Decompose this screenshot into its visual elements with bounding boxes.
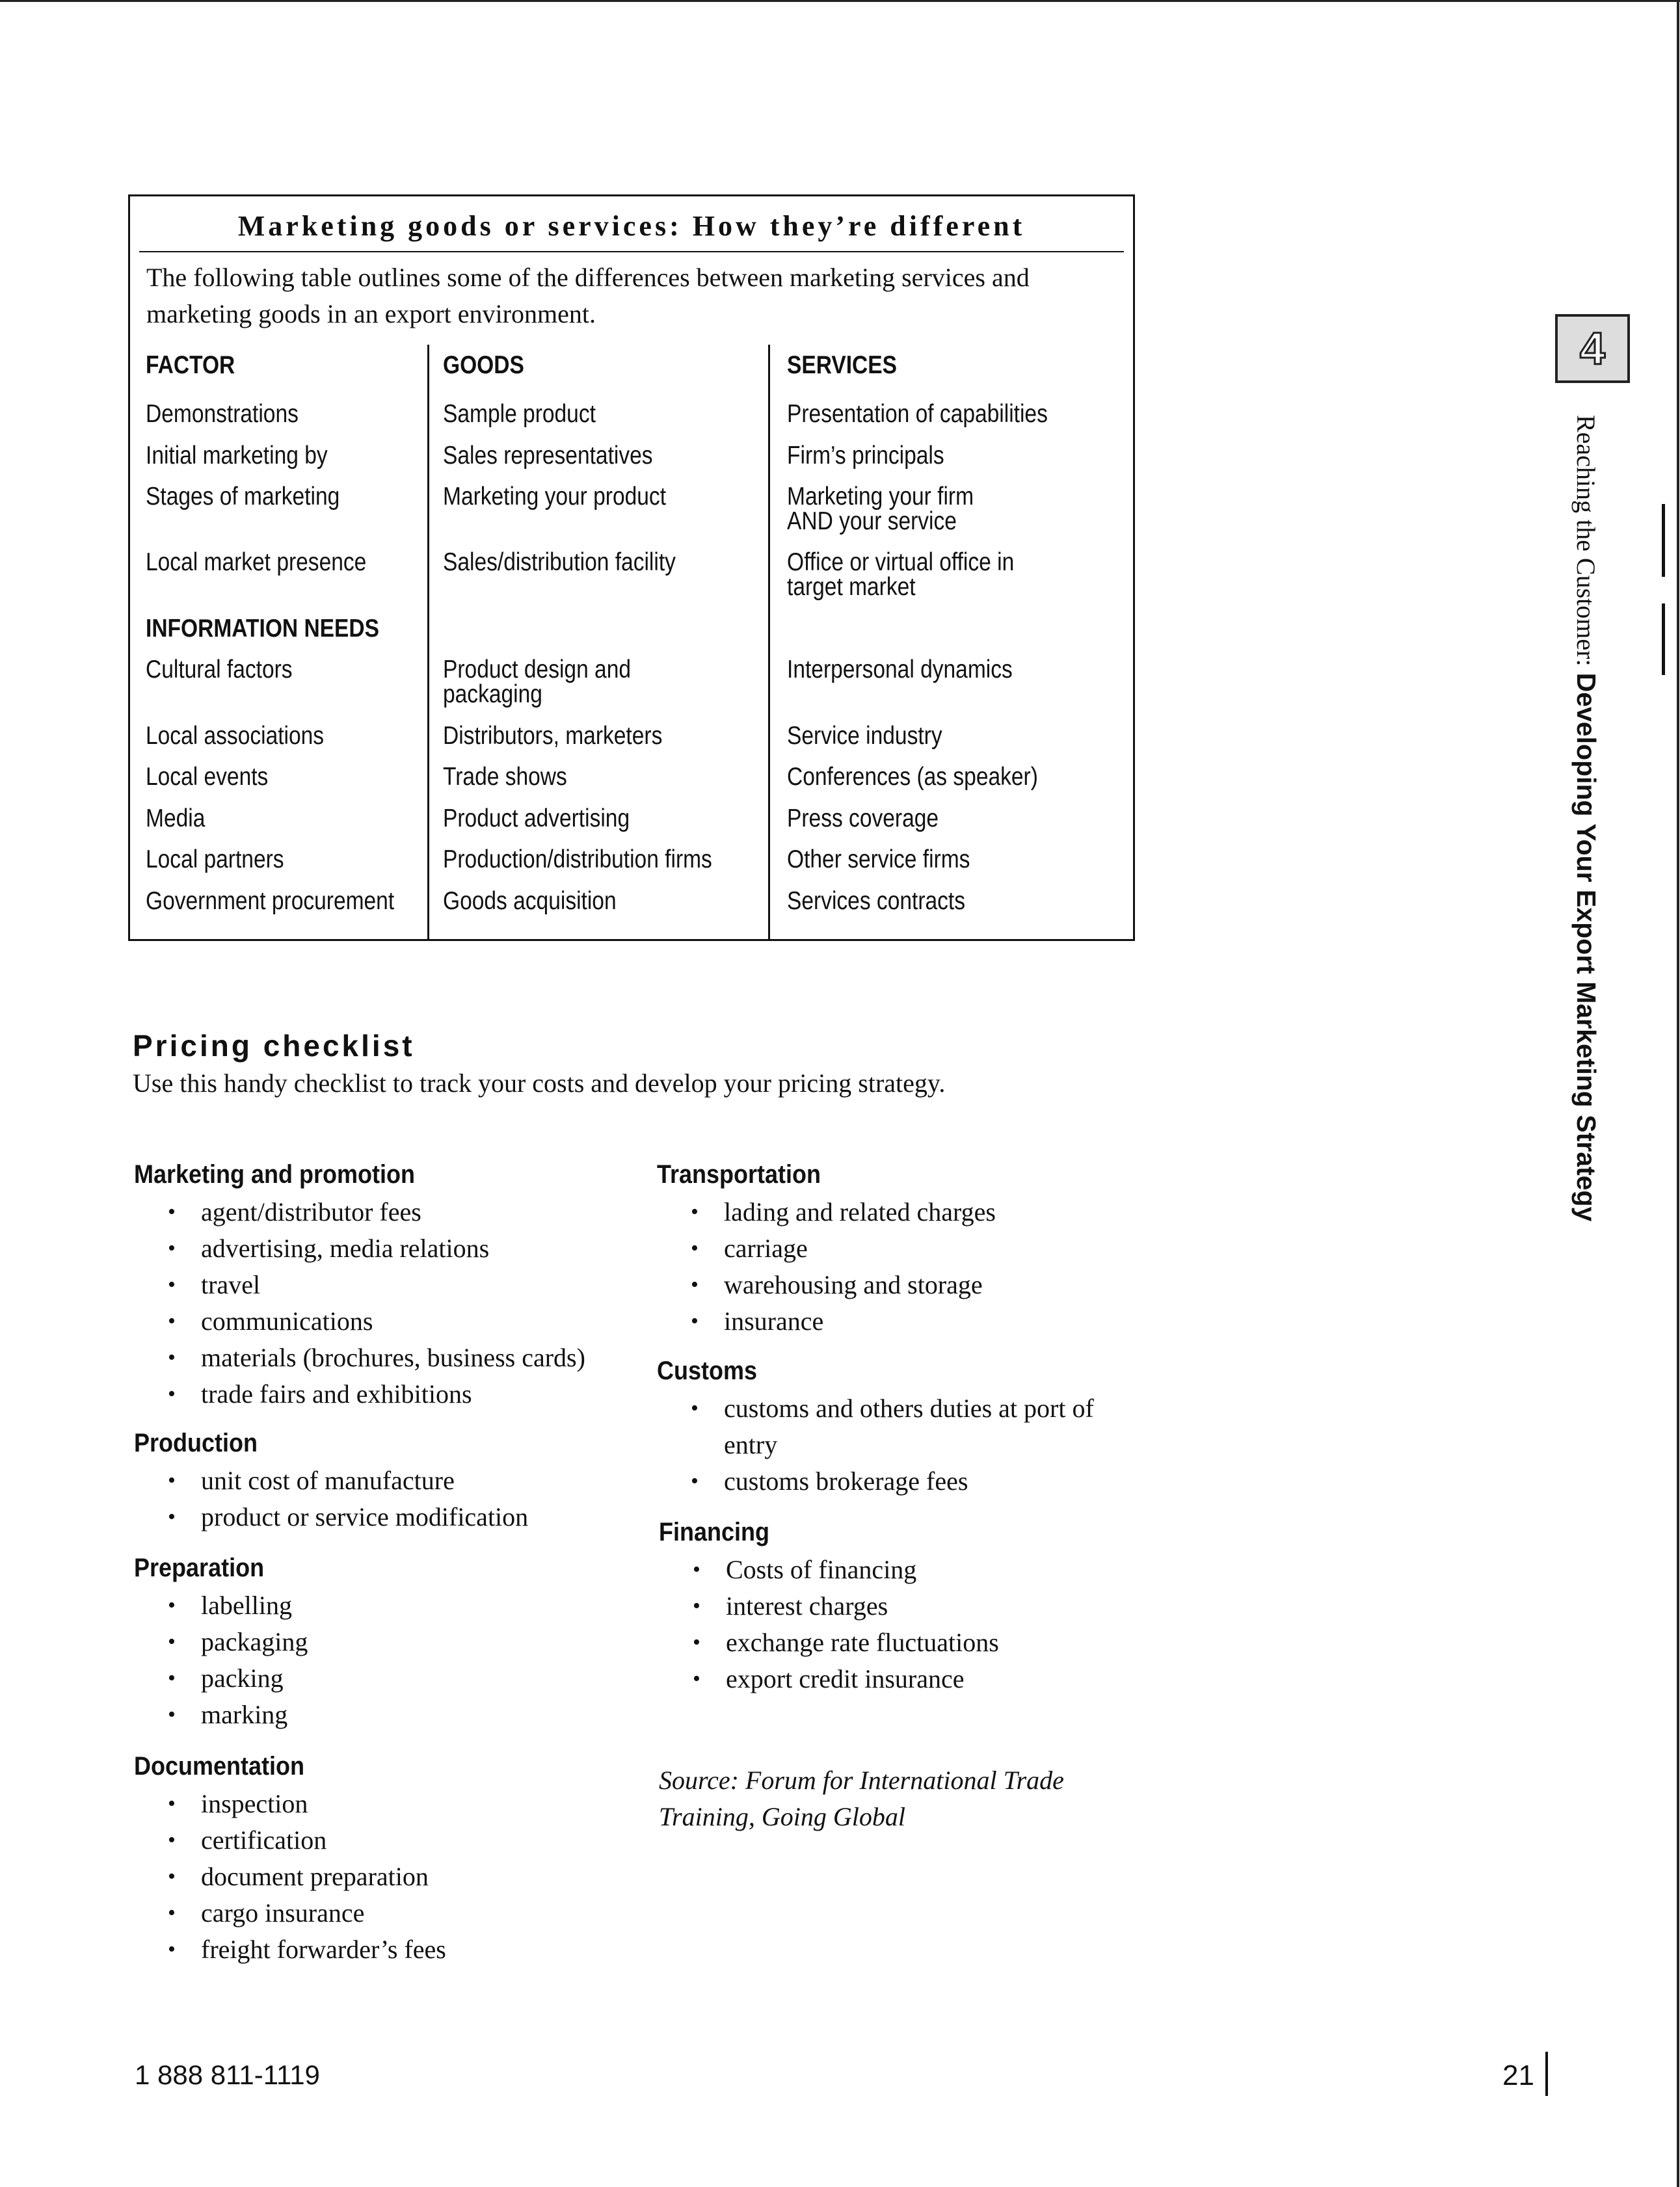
pricing-intro: Use this handy checklist to track your costs and develop your pricing strategy. xyxy=(133,1068,946,1098)
running-header-title: Developing Your Export Marketing Strategy xyxy=(1571,672,1601,1222)
services-cell: Marketing your firm xyxy=(787,483,974,510)
factor-cell: Local partners xyxy=(146,845,284,873)
list-item: • document preparation xyxy=(134,1859,446,1895)
list-item: • communications xyxy=(134,1303,585,1340)
running-header xyxy=(1571,415,1601,1221)
checklist-section xyxy=(657,1354,1127,1500)
factor-cell: Government procurement xyxy=(146,887,395,915)
header-factor: FACTOR xyxy=(146,351,235,379)
services-cell: Service industry xyxy=(787,722,942,750)
header-goods: GOODS xyxy=(443,351,524,379)
source-citation: Source: Forum for International Trade Training, Going Global xyxy=(659,1766,1064,1831)
goods-cell: Sales/distribution facility xyxy=(443,548,676,576)
page-number-rule xyxy=(1545,2052,1548,2096)
goods-cell: Marketing your product xyxy=(443,483,667,510)
list-item: • labelling xyxy=(134,1587,308,1624)
header-services: SERVICES xyxy=(787,351,898,379)
services-cell: Interpersonal dynamics xyxy=(787,656,1013,683)
services-cell: Office or virtual office in xyxy=(787,548,1015,576)
table-title: Marketing goods or services: How they’re different xyxy=(237,210,1026,242)
page-top-edge xyxy=(0,0,1680,2)
column-divider xyxy=(768,345,770,939)
services-cell-line2: AND your service xyxy=(787,507,957,535)
list-item: • travel xyxy=(134,1267,585,1303)
list-item: • customs and others duties at port of entry xyxy=(657,1390,1127,1463)
information-needs-label: INFORMATION NEEDS xyxy=(146,615,380,643)
factor-cell: Local events xyxy=(146,763,269,791)
list-item: • freight forwarder’s fees xyxy=(134,1931,446,1968)
comparison-table-box xyxy=(128,194,1135,941)
factor-cell: Stages of marketing xyxy=(146,483,340,510)
running-header-part: Reaching the Customer: xyxy=(1571,415,1601,673)
page-right-edge xyxy=(1677,0,1679,2187)
pricing-title: Pricing checklist xyxy=(133,1029,415,1063)
goods-cell: Sales representatives xyxy=(443,442,653,470)
factor-cell: Demonstrations xyxy=(146,400,299,428)
factor-cell: Initial marketing by xyxy=(146,442,328,470)
factor-cell: Local associations xyxy=(146,722,325,750)
list-item: • advertising, media relations xyxy=(134,1230,585,1267)
goods-cell: Product advertising xyxy=(443,804,630,832)
goods-cell: Production/distribution firms xyxy=(443,845,712,873)
services-cell-line2: target market xyxy=(787,573,916,601)
list-item: • agent/distributor fees xyxy=(134,1194,585,1230)
phone-number: 1 888 811-1119 xyxy=(135,2060,320,2090)
list-item: • packing xyxy=(134,1660,308,1697)
edge-mark xyxy=(1662,504,1665,577)
checklist-section xyxy=(134,1158,585,1412)
list-item: • inspection xyxy=(134,1786,446,1822)
chapter-tab xyxy=(1555,314,1630,383)
list-item: • Costs of financing xyxy=(659,1552,999,1588)
goods-cell: Sample product xyxy=(443,400,596,428)
list-item: • customs brokerage fees xyxy=(657,1463,1127,1500)
services-cell: Conferences (as speaker) xyxy=(787,763,1038,791)
goods-cell: Product design and xyxy=(443,656,632,683)
goods-cell: Distributors, marketers xyxy=(443,722,663,750)
chapter-number: 4 xyxy=(1580,323,1605,374)
list-item: • unit cost of manufacture xyxy=(134,1463,528,1499)
list-item: • carriage xyxy=(657,1230,996,1267)
services-cell: Other service firms xyxy=(787,845,970,873)
checklist-section xyxy=(134,1426,528,1535)
list-item: • export credit insurance xyxy=(659,1661,999,1697)
list-item: • warehousing and storage xyxy=(657,1267,996,1303)
factor-cell: Local market presence xyxy=(146,548,367,576)
checklist-section xyxy=(134,1551,308,1733)
section-heading: Transportation xyxy=(657,1160,821,1189)
checklist-section xyxy=(657,1158,996,1340)
services-cell: Services contracts xyxy=(787,887,966,915)
section-heading: Production xyxy=(134,1429,258,1457)
list-item: • product or service modification xyxy=(134,1499,528,1535)
factor-cell: Media xyxy=(146,804,206,832)
list-item: • cargo insurance xyxy=(134,1895,446,1931)
section-heading: Financing xyxy=(659,1518,770,1546)
list-item: • insurance xyxy=(657,1303,996,1340)
list-item: • marking xyxy=(134,1697,308,1733)
list-item: • lading and related charges xyxy=(657,1194,996,1230)
checklist-section xyxy=(134,1749,446,1968)
edge-mark xyxy=(1662,603,1665,675)
table-intro: The following table outlines some of the differences between marketing services and marketing goods in an export environment. xyxy=(146,263,1030,328)
services-cell: Press coverage xyxy=(787,804,939,832)
list-item: • interest charges xyxy=(659,1588,999,1624)
list-item: • materials (brochures, business cards) xyxy=(134,1340,585,1376)
section-heading: Marketing and promotion xyxy=(134,1160,415,1189)
factor-cell: Cultural factors xyxy=(146,656,293,683)
section-heading: Customs xyxy=(657,1357,758,1385)
list-item: • packaging xyxy=(134,1624,308,1660)
checklist-section xyxy=(659,1515,999,1697)
section-heading: Preparation xyxy=(134,1554,265,1582)
title-rule xyxy=(139,251,1124,252)
services-cell: Firm’s principals xyxy=(787,442,944,470)
list-item: • exchange rate fluctuations xyxy=(659,1624,999,1661)
goods-cell-line2: packaging xyxy=(443,680,542,708)
section-heading: Documentation xyxy=(134,1752,305,1781)
list-item: • certification xyxy=(134,1822,446,1859)
goods-cell: Goods acquisition xyxy=(443,887,617,915)
services-cell: Presentation of capabilities xyxy=(787,400,1048,428)
column-divider xyxy=(427,345,429,939)
goods-cell: Trade shows xyxy=(443,763,567,791)
page-number: 21 xyxy=(1502,2060,1534,2091)
list-item: • trade fairs and exhibitions xyxy=(134,1376,585,1412)
